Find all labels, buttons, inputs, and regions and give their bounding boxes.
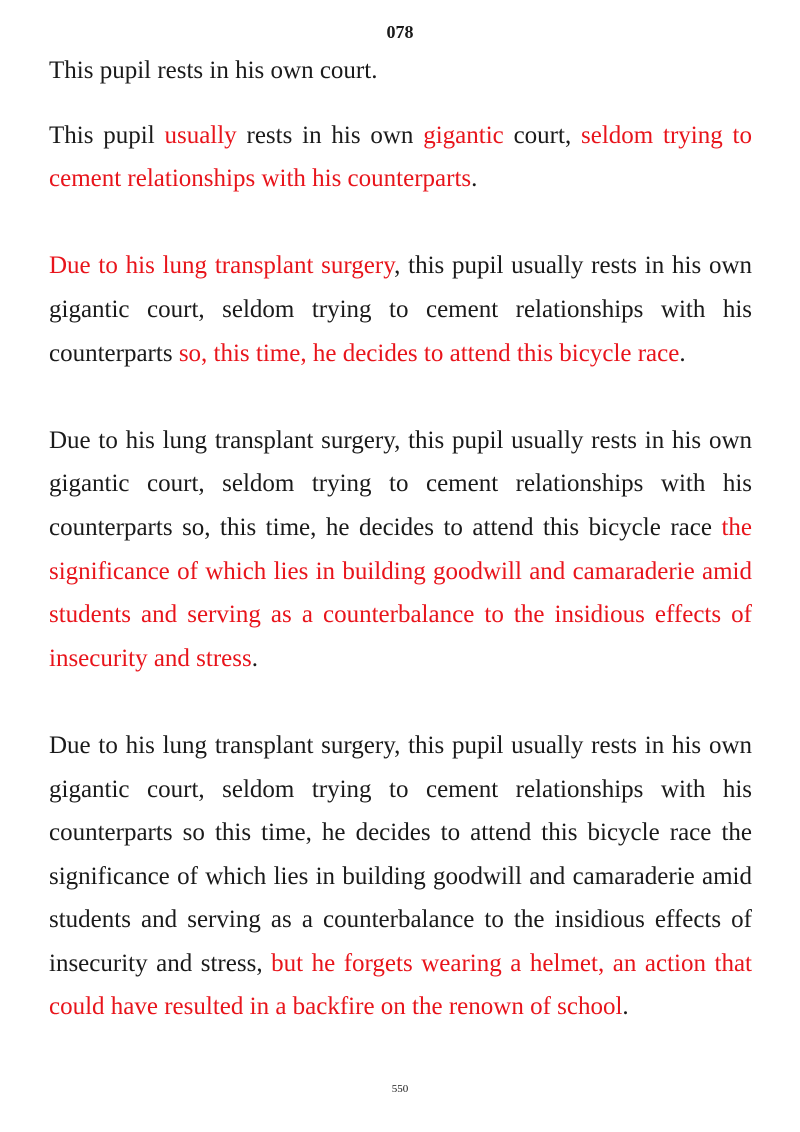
page-label: 078 <box>386 22 414 42</box>
highlighted-segment: so, this time, he decides to attend this bicycle race <box>178 339 680 367</box>
paragraph-1 <box>49 49 752 93</box>
text-segment: court, <box>503 121 581 149</box>
text-segment: Due to his lung transplant surgery, this pupil usually rests in his own gigantic court, seldom trying to cement relationships with his counterparts so, this time, he decides to attend this bicycle race <box>49 426 752 541</box>
highlighted-segment: Due to his lung transplant surgery <box>49 252 395 280</box>
paragraph-2 <box>49 114 752 201</box>
text-segment: Due to his lung transplant surgery, this pupil usually rests in his own gigantic court, seldom trying to cement relationships with his counterparts so this time, he decides to attend this bicycle race the significance of which lies in building goodwill and camaraderie amid students and serving as a counterbalance to the insidious effects of insecurity and stress, <box>49 731 752 977</box>
text-segment: , this pupil usually rests in his own gigantic court, seldom trying to cement relationships with his counterparts <box>49 252 753 367</box>
highlighted-segment: seldom trying to cement relationships with his counterparts <box>49 121 752 193</box>
text-segment: . <box>471 165 478 193</box>
paragraph-3 <box>49 244 752 375</box>
paragraph-5 <box>49 724 752 1029</box>
document-body <box>49 49 752 1029</box>
text-segment: . <box>251 644 258 672</box>
text-segment: This pupil <box>49 121 165 149</box>
text-segment: . <box>622 993 629 1021</box>
page-number: 550 <box>391 1083 409 1095</box>
text-segment: . <box>679 339 686 367</box>
paragraph-4 <box>49 419 752 681</box>
text-segment: This pupil rests in his own court. <box>49 57 378 84</box>
highlighted-segment: usually <box>164 121 237 149</box>
highlighted-segment: the significance of which lies in building goodwill and camaraderie amid students and serving as a counterbalance to the insidious effects of insecurity and stress <box>49 513 752 672</box>
highlighted-segment: gigantic <box>423 121 504 149</box>
highlighted-segment: but he forgets wearing a helmet, an action that could have resulted in a backfire on the renown of school <box>49 949 753 1021</box>
text-segment: rests in his own <box>236 121 424 149</box>
